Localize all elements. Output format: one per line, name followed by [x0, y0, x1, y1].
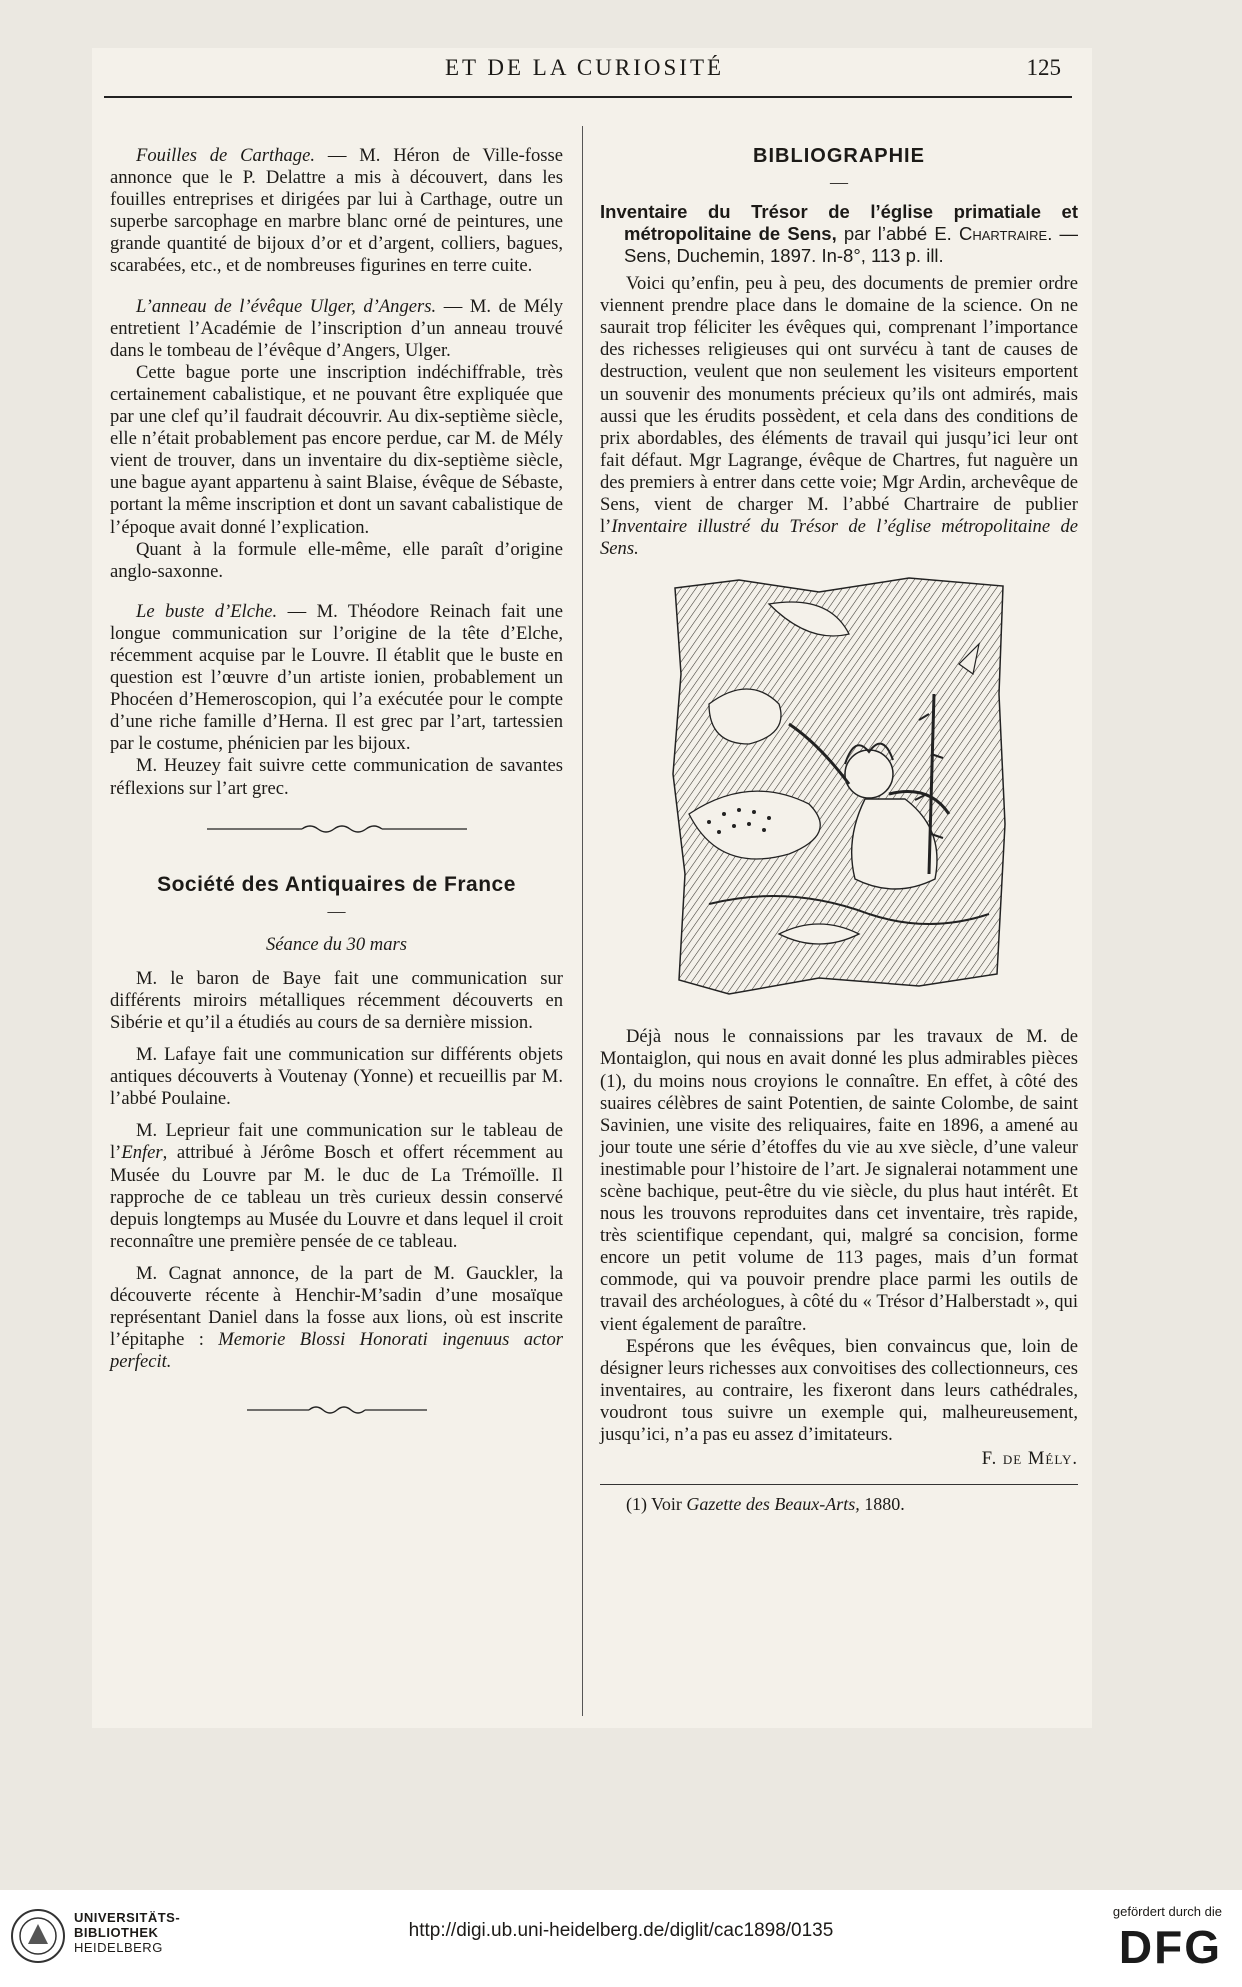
paragraph-esperons: Espérons que les évêques, bien convaincus que, loin de désigner leurs richesses aux convoitises des collectionneurs, ces inventaires, au contraire, les fixeront dans leurs cathédrales, voudront tous suivre un exemple qui, malheureusement, jusqu’ici, n’a pas eu assez d’imitateurs. [600, 1335, 1078, 1445]
paragraph-cagnat: M. Cagnat annonce, de la part de M. Gauckler, la découverte récente à Henchir-M’sadin d’une mosaïque représentant Daniel dans la fosse aux lions, où est inscrite l’épitaphe : Memorie Blossi Honorati ingenuus actor perfecit. [110, 1262, 563, 1373]
bacchic-scene-illustration [669, 574, 1009, 1004]
paragraph-elche: Le buste d’Elche. — M. Théodore Reinach fait une longue communication sur l’origine de la tête d’Elche, récemment acquise par le Louvre. Il établit que le buste en question est l’œuvre d’un artiste ionien, probablement un Phocéen d’Hemeroscopion, qui l’a exécutée pour le compte d’une riche famille d’Herna. Il est grec par l’art, tartessien par le costume, phénicien par les bijoux. [110, 600, 563, 755]
paragraph-title: Fouilles de Carthage. [136, 145, 316, 166]
paragraph-leprieur: M. Leprieur fait une communication sur le tableau de l’Enfer, attribué à Jérôme Bosch et offert récemment au Musée du Louvre par M. le duc de La Trémoïlle. Il rapproche de ce tableau un très curieux dessin conservé depuis longtemps au Musée du Louvre et dans lequel il croit reconnaître une première pensée de ce tableau. [110, 1120, 563, 1252]
paragraph-carthage: Fouilles de Carthage. — M. Héron de Ville-fosse annonce que le P. Delattre a mis à découvert, dans les fouilles entreprises et dirigées par lui à Carthage, outre un superbe sarcophage en marbre blanc orné de peintures, une grande quantité de bijoux d’or et d’argent, colliers, bagues, scarabées, etc., et de nombreuses figurines en terre cuite. [110, 145, 563, 277]
paragraph-title: L’anneau de l’évêque Ulger, d’Angers. [136, 295, 437, 317]
paragraph-heuzey: M. Heuzey fait suivre cette communication de savantes réflexions sur l’art grec. [110, 755, 563, 799]
paragraph-montaiglon: Déjà nous le connaissions par les travaux de M. de Montaiglon, qui nous en avait donné les plus admirables pièces (1), du moins nous croyions le connaître. En effet, à côté des suaires célèbres de saint Potentien, de sainte Colombe, de saint Savinien, une visite des reliquaires, faite en 1896, a amené au jour toute une série d’étoffes du vie au xve siècle, d’une valeur inestimable pour l’histoire de l’art. Je signalerai notamment une scène bachique, peut-être du vie siècle, du plus haut intérêt. Et nous les trouvons reproduites dans cet inventaire, très rapide, très scientifique cependant, qui, malgré sa concision, forme encore un petit volume de 113 pages, mais d’un format commode, qui va pouvoir prendre place parmi les outils de travail des archéologues, à côté du « Trésor d’Halberstadt », qui vient également de paraître. [600, 1026, 1078, 1335]
library-footer [0, 1890, 1242, 1987]
right-column [600, 145, 1078, 1515]
section-heading: Société des Antiquaires de France [157, 872, 516, 896]
paragraph-formula: Quant à la formule elle-même, elle paraît d’origine anglo-saxonne. [110, 538, 563, 582]
ornament-divider [207, 822, 467, 836]
header-rule [104, 96, 1072, 98]
footnote: (1) Voir Gazette des Beaux-Arts, 1880. [626, 1494, 905, 1515]
column-rule [582, 126, 583, 1716]
running-head [92, 55, 1077, 89]
funding-note: gefördert durch die [1112, 1904, 1222, 1919]
paragraph-review-intro: Voici qu’enfin, peu à peu, des documents de premier ordre viennent prendre place dans le domaine de la science. On ne saurait trop féliciter les évêques qui, comprenant l’importance des richesses religieuses qui ont survécu à tant de causes de destruction, veulent que non seulement les visiteurs emportent un souvenir des monuments précieux qu’ils ont admirés, mais aussi que les érudits possèdent, et cela dans des conditions de prix abordables, des éléments de travail qui jusqu’ici leur ont fait défaut. Mgr Lagrange, évêque de Chartres, fut naguère un des premiers à entrer dans cette voie; Mgr Ardin, archevêque de Sens, vient de charger M. l’abbé Chartraire de publier l’Inventaire illustré du Trésor de l’église métropolitaine de Sens. [600, 273, 1078, 560]
left-column [110, 145, 563, 1455]
paragraph-title: Le buste d’Elche. [136, 600, 278, 622]
university-name: UNIVERSITÄTS- BIBLIOTHEK HEIDELBERG [74, 1910, 181, 1955]
section-dash: — [327, 900, 346, 921]
page-number: 125 [1026, 55, 1061, 80]
footnote-rule [600, 1484, 1078, 1485]
paragraph-ring: Cette bague porte une inscription indéchiffrable, très certainement cabalistique, et ne pouvant être expliquée que par une clef qu’il faudrait découvrir. Au dix-septième siècle, elle n’était probablement pas encore perdue, car M. de Mély vient de trouver, dans un inventaire du dix-septième siècle, une bague ayant appartenu à saint Blaise, évêque de Sébaste, portant la même inscription et dont un savant cabalistique de l’époque avait donné l’explication. [110, 361, 563, 538]
session-date: Séance du 30 mars [266, 933, 407, 955]
running-title: ET DE LA CURIOSITÉ [444, 55, 725, 80]
dfg-logo: DFG [1118, 1921, 1222, 1973]
bibliography-dash: — [830, 172, 848, 193]
paragraph-ulger: L’anneau de l’évêque Ulger, d’Angers. — M. de Mély entretient l’Académie de l’inscription d’un anneau trouvé dans le tombeau de l’évêque d’Angers, Ulger. [110, 295, 564, 361]
paragraph-lafaye: M. Lafaye fait une communication sur différents objets antiques découverts à Voutenay (Yonne) et recueillis par M. l’abbé Poulaine. [110, 1044, 563, 1110]
permalink-url[interactable]: http://digi.ub.uni-heidelberg.de/diglit/cac1898/0135 [408, 1920, 834, 1941]
bibliography-entry: Inventaire du Trésor de l’église primatiale et métropolitaine de Sens, par l’abbé E. Chartraire. — Sens, Duchemin, 1897. In-8°, 113 p. ill. [600, 201, 1079, 267]
ornament-divider [247, 1403, 427, 1417]
paragraph-baye: M. le baron de Baye fait une communication sur différents miroirs métalliques récemment découverts en Sibérie et qu’il a étudiés au cours de sa dernière mission. [110, 967, 563, 1033]
signature: F. de Mély. [981, 1448, 1078, 1470]
bibliography-heading: BIBLIOGRAPHIE [753, 145, 925, 167]
